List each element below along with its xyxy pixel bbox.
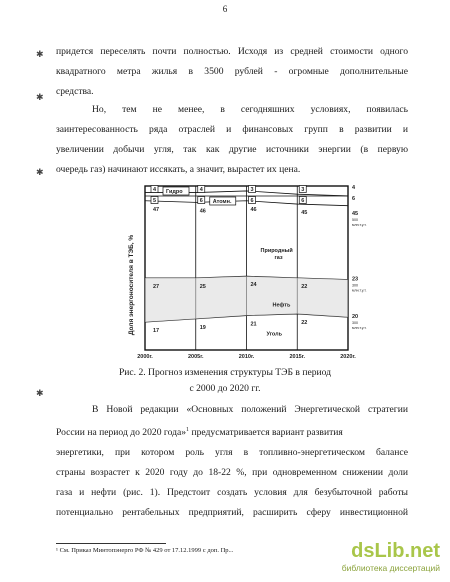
footnote-rule <box>56 543 166 544</box>
margin-mark: ✱ <box>36 49 44 59</box>
data-label-oil: 25 <box>199 283 206 290</box>
text-line: квадратного метра жилья в 3500 рублей - огромные дополнительные <box>56 66 408 77</box>
data-label-gidro: 3 <box>301 187 305 193</box>
data-label-coal: 22 <box>301 319 308 326</box>
right-value-label: 20 <box>352 314 359 321</box>
y-axis-label: Доля энергоносителя в ТЭБ, % <box>128 234 135 336</box>
text-line: заинтересованность ряда отраслей и финансовых групп в развитии и <box>56 124 408 135</box>
text-line: В Новой редакции «Основных положений Энергетической стратегии <box>92 404 408 415</box>
figure-caption <box>0 365 450 397</box>
paragraph-3 <box>56 400 408 523</box>
series-label-gas: Природный <box>260 248 293 255</box>
oil-band <box>145 276 348 322</box>
page-number: 6 <box>222 4 228 14</box>
text-line: потенциально рентабельных предприятий, расширить сферу инвестиционной <box>56 507 408 519</box>
series-label-oil: Нефть <box>272 302 291 309</box>
caption-line: с 2000 до 2020 гг. <box>189 383 261 394</box>
data-label-gas: 46 <box>250 206 257 213</box>
right-unit-label: млн.т.у.т. <box>352 288 367 293</box>
text-line: страны возрастет к 2020 году до 18-22 %, при одновременном снижении доли <box>56 467 408 479</box>
data-label-coal: 21 <box>250 321 257 328</box>
x-tick-label: 2000г. <box>137 354 153 360</box>
margin-mark: ✱ <box>36 167 44 177</box>
data-label-atom: 6 <box>250 198 254 204</box>
text-fragment: России на период до 2020 года» <box>56 427 187 439</box>
margin-mark: ✱ <box>36 92 44 102</box>
data-label-oil: 22 <box>301 283 308 290</box>
text-line: средства. <box>56 86 94 97</box>
text-line: увеличении добычи угля, так как другие источники энергии (в первую <box>56 144 408 155</box>
caption-line: Рис. 2. Прогноз изменения структуры ТЭБ в период <box>118 367 332 378</box>
series-label-atom: Атомн. <box>212 199 232 205</box>
text-line: энергетики, при котором роль угля в топливно-энергетическом балансе <box>56 447 408 459</box>
text-line: газа и нефти (рис. 1). Предстоит создать условия для безубыточной работы <box>56 487 408 499</box>
watermark <box>342 540 440 573</box>
data-label-coal: 19 <box>199 324 206 331</box>
right-value-label: 4 <box>352 185 356 191</box>
watermark-subtitle: библиотека диссертаций <box>341 563 440 573</box>
right-unit-label: 300 <box>352 283 358 288</box>
right-value-label: 45 <box>352 211 359 217</box>
data-label-gidro: 3 <box>250 187 254 193</box>
energy-balance-chart <box>0 180 450 370</box>
x-tick-label: 2010г. <box>238 354 255 360</box>
data-label-oil: 24 <box>250 282 257 289</box>
right-unit-label: 300 <box>352 321 358 326</box>
series-label-gidro: Гидро <box>166 189 183 195</box>
data-label-gas: 45 <box>301 210 308 217</box>
text-line <box>56 420 408 443</box>
footnote: ¹ См. Приказ Минтопэнерго РФ № 429 от 17.12.1999 с доп. Пр... <box>56 547 234 554</box>
right-unit-label: млн.т.у.т. <box>352 223 367 227</box>
data-label-gas: 46 <box>199 208 206 215</box>
right-unit-label: млн.т.у.т. <box>352 326 367 331</box>
data-label-atom: 5 <box>153 198 157 204</box>
x-tick-label: 2020г. <box>340 354 356 360</box>
data-label-oil: 27 <box>153 283 160 290</box>
data-label-gidro: 4 <box>153 187 157 193</box>
right-value-label: 23 <box>352 276 359 283</box>
series-label-gas: газ <box>274 255 283 262</box>
text-line: очередь газ) начинают иссякать, а значит, вырастет их цена. <box>56 164 301 175</box>
text-line: придется переселять почти полностью. Исходя из средней стоимости одного <box>56 46 408 57</box>
data-label-gidro: 4 <box>199 187 203 193</box>
paragraph-2 <box>56 100 408 180</box>
text-fragment: предусматривается вариант развития <box>191 427 343 439</box>
right-unit-label: 500 <box>352 218 358 222</box>
x-tick-label: 2005г. <box>187 354 204 360</box>
right-value-label: 6 <box>352 196 356 202</box>
data-label-coal: 17 <box>153 328 160 335</box>
x-tick-label: 2015г. <box>289 354 306 360</box>
text-line: Но, тем не менее, в сегодняшних условиях, появилась <box>92 104 408 115</box>
data-label-atom: 6 <box>301 198 305 204</box>
paragraph-1 <box>56 42 408 102</box>
data-label-gas: 47 <box>153 206 160 213</box>
data-label-atom: 6 <box>199 198 203 204</box>
margin-mark: ✱ <box>36 388 44 398</box>
footnote-ref: 1 <box>186 427 190 433</box>
watermark-logo: dsLib.net <box>351 540 440 562</box>
series-label-coal: Уголь <box>266 331 283 338</box>
